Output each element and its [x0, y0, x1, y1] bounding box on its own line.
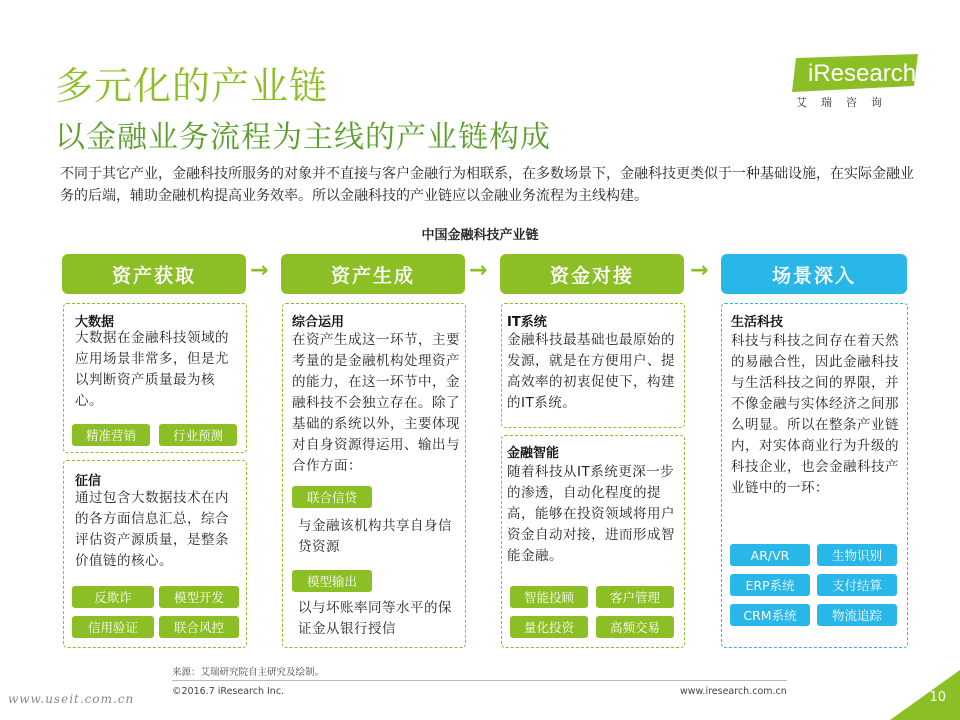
tag-model-development: 模型开发 [159, 586, 239, 608]
tag-erp-system: ERP系统 [730, 574, 810, 596]
tag-quant-investment: 量化投资 [510, 616, 588, 638]
panel-text: 科技与科技之间存在着天然的易融合性，因此金融科技与生活科技之间的界限，并不像金融与实体经济之间那么明显。所以在整条产业链内，对实体商业行为升级的科技企业，也会金融科技产业链中的一环： [731, 333, 899, 496]
tag-joint-credit: 联合信贷 [292, 486, 372, 508]
iresearch-logo [790, 52, 920, 112]
panel-text: 随着科技从IT系统更深一步的渗透，自动化程度的提高，能够在投资领域将用户资金自动对接，进而形成智能金融。 [507, 464, 675, 564]
tag-crm-system: CRM系统 [730, 604, 810, 626]
copyright: ©2016.7 iResearch Inc. [172, 686, 285, 697]
panel-title: 生活科技 [731, 315, 784, 330]
tag-logistics-tracking: 物流追踪 [817, 604, 897, 626]
stage-fund-matching: 资金对接 [500, 254, 684, 294]
tag-ar-vr: AR/VR [730, 544, 810, 566]
tag-hf-trading: 高频交易 [596, 616, 674, 638]
tag-biometrics: 生物识别 [817, 544, 897, 566]
arrow-right-icon: → [690, 258, 709, 283]
watermark: www.useit.com.cn [8, 692, 135, 706]
tag-precision-marketing: 精准营销 [72, 424, 150, 446]
tag-industry-forecast: 行业预测 [159, 424, 237, 446]
tag-model-output: 模型输出 [292, 570, 372, 592]
chart-title: 中国金融科技产业链 [421, 228, 539, 243]
arrow-right-icon: → [250, 258, 269, 283]
tag-payment-settlement: 支付结算 [817, 574, 897, 596]
footer-divider [172, 680, 787, 681]
tag-credit-verification: 信用验证 [72, 616, 154, 638]
stage-asset-generation: 资产生成 [281, 254, 465, 294]
panel-title: 大数据 [75, 315, 115, 330]
panel-title: 金融智能 [507, 446, 560, 461]
panel-title: IT系统 [507, 315, 547, 330]
logo-text: iResearch [808, 60, 917, 87]
website-link[interactable]: www.iresearch.com.cn [680, 686, 787, 697]
corner-decoration-icon [890, 670, 960, 720]
tag-anti-fraud: 反欺诈 [72, 586, 154, 608]
source-note: 来源：艾瑞研究院自主研究及绘制。 [172, 667, 325, 678]
panel-text: 与金融该机构共享自身信贷资源 [298, 518, 452, 555]
panel-text: 金融科技最基础也最原始的发源，就是在方便用户、提高效率的初衷促使下，构建的IT系统。 [507, 332, 675, 411]
tag-customer-management: 客户管理 [596, 586, 674, 608]
page-number: 10 [929, 690, 946, 705]
logo-subtext: 艾瑞咨询 [796, 96, 896, 109]
page-title: 多元化的产业链 [55, 64, 329, 108]
intro-paragraph: 不同于其它产业，金融科技所服务的对象并不直接与客户金融行为相联系，在多数场景下，金融科技更类似于一种基础设施，在实际金融业务的后端，辅助金融机构提高业务效率。所以金融科技的产业链应以金融业务流程为主线构建。 [60, 166, 914, 204]
tag-robo-advisor: 智能投顾 [510, 586, 588, 608]
panel-text: 大数据在金融科技领域的应用场景非常多，但是尤以判断资产质量最为核心。 [75, 330, 229, 409]
panel-text: 在资产生成这一环节，主要考量的是金融机构处理资产的能力，在这一环节中，金融科技不会独立存在。除了基础的系统以外，主要体现对自身资源得运用、输出与合作方面： [292, 332, 460, 474]
stage-asset-acquisition: 资产获取 [62, 254, 246, 294]
panel-text: 通过包含大数据技术在内的各方面信息汇总，综合评估资产源质量，是整条价值链的核心。 [75, 490, 229, 569]
panel-title: 征信 [75, 474, 102, 489]
stage-scenario-deepening: 场景深入 [721, 254, 907, 294]
panel-title: 综合运用 [292, 315, 345, 330]
arrow-right-icon: → [469, 258, 488, 283]
panel-text: 以与坏账率同等水平的保证金从银行授信 [298, 600, 452, 637]
page-subtitle: 以金融业务流程为主线的产业链构成 [55, 120, 551, 155]
tag-joint-risk-control: 联合风控 [159, 616, 239, 638]
